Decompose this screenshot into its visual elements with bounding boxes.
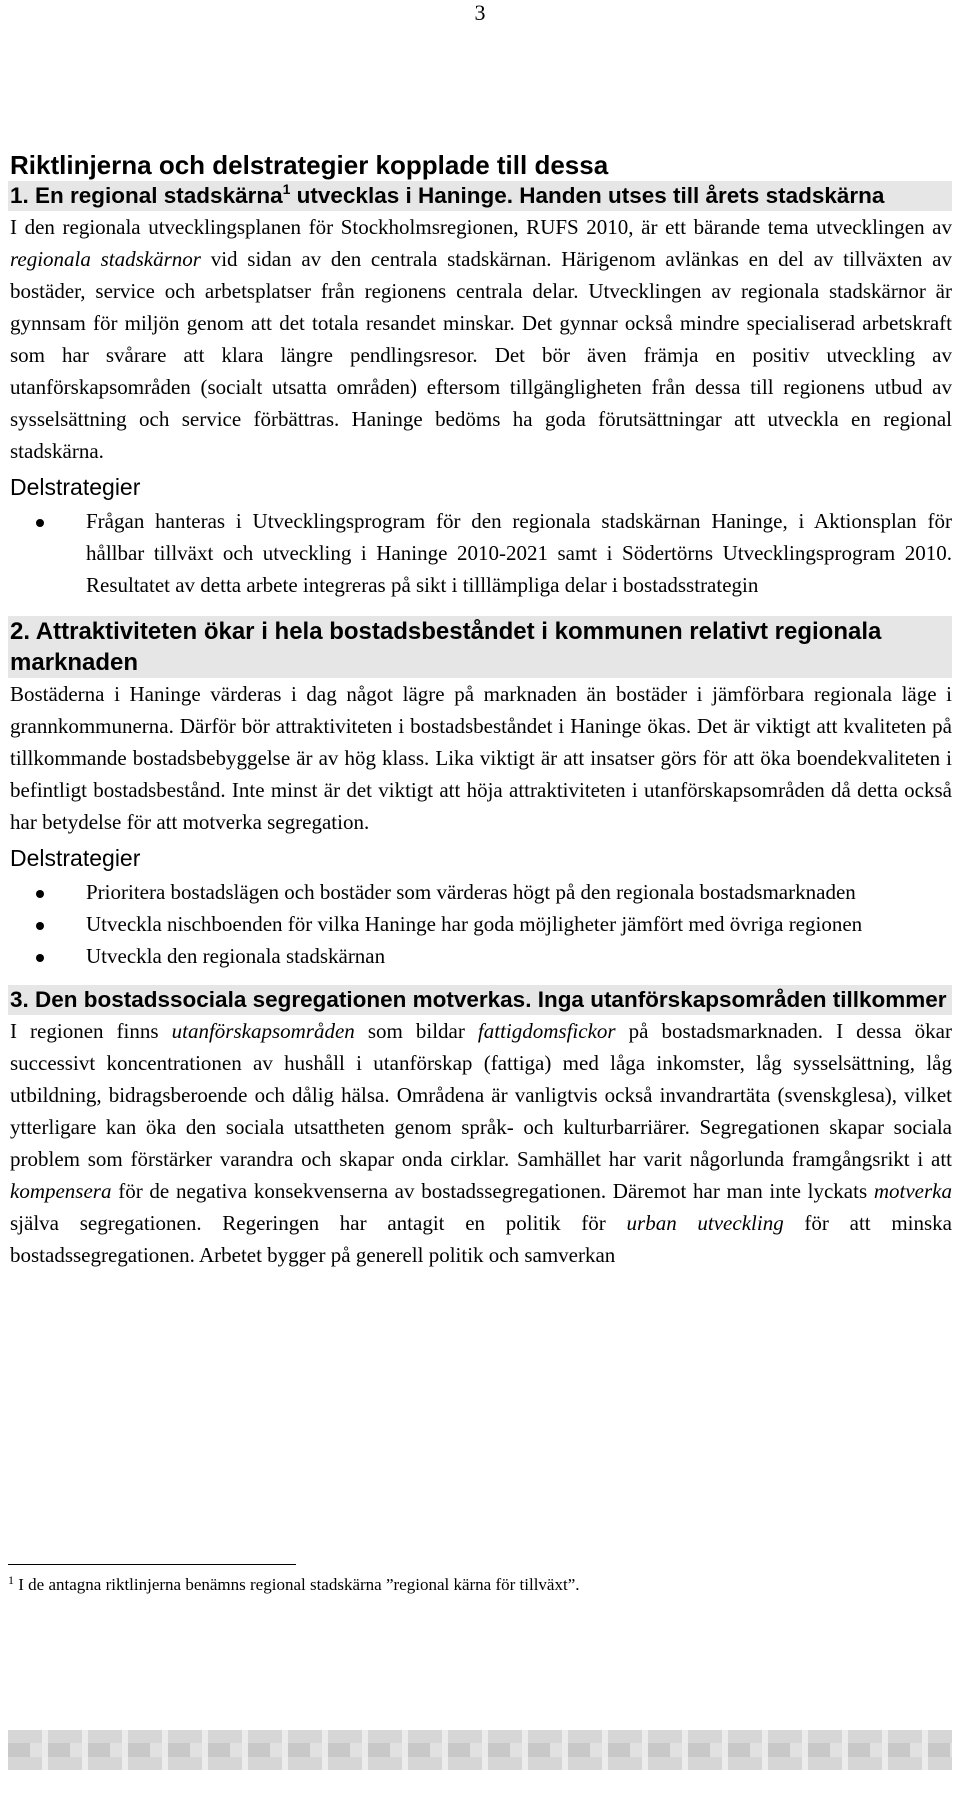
text-run: själva segregationen. Regeringen har antagit en politik för bbox=[10, 1211, 627, 1235]
footnote bbox=[8, 1574, 952, 1596]
document-title: Riktlinjerna och delstrategier kopplade till dessa bbox=[10, 150, 609, 180]
bullet-icon bbox=[36, 519, 44, 527]
section-3-paragraph bbox=[8, 1015, 952, 1271]
text-run: I regionen finns bbox=[10, 1019, 172, 1043]
list-item-text: Frågan hanteras i Utvecklingsprogram för den regionala stadskärnan Haninge, i Aktionsplan för hållbar tillväxt och utveckling i Haninge 2010-2021 samt i Södertörns Utvecklingsprogram 2010. Resultatet av detta arbete integreras på sikt i tilllämpliga delar i bostadsstrategin bbox=[86, 509, 952, 597]
section-2-heading: 2. Attraktiviteten ökar i hela bostadsbeståndet i kommunen relativt regionala marknaden bbox=[8, 616, 952, 678]
section-2-paragraph: Bostäderna i Haninge värderas i dag något lägre på marknaden än bostäder i jämförbara regionala läge i grannkommunerna. Därför bör attraktiviteten i bostadsbeståndet i Haninge ökas. Det är viktigt att kvaliteten på tillkommande bostadsbebyggelse är av hög klass. Lika viktigt är att insatser görs för att öka boendekvaliteten i befintligt bostadsbestånd. Inte minst är det viktigt att höja attraktiviteten i utanförskapsområden då detta också har betydelse för att motverka segregation. bbox=[10, 682, 952, 834]
list-item-text: Prioritera bostadslägen och bostäder som värderas högt på den regionala bostadsmarknaden bbox=[86, 880, 856, 904]
bullet-icon bbox=[36, 954, 44, 962]
section-1-heading-text-cont: utvecklas i Haninge. Handen utses till årets stadskärna bbox=[290, 183, 885, 208]
emphasis-term: fattigdomsfickor bbox=[477, 1019, 616, 1043]
bullet-icon bbox=[36, 922, 44, 930]
footnote-ref: 1 bbox=[282, 181, 291, 197]
list-item-text: Utveckla nischboenden för vilka Haninge har goda möjligheter jämfört med övriga regionen bbox=[86, 912, 863, 936]
text-run: på bostadsmarknaden. I dessa ökar successivt koncentrationen av hushåll i utanförskap (fattiga) med låga inkomster, låg sysselsättning, låg utbildning, bidragsberoende och dålig hälsa. Områdena är vanligtvis också invandrartäta (svenskglesa), vilket ytterligare kan öka den sociala utsattheten genom språk- och kulturbarriärer. Segregationen skapar sociala problem som förstärker varandra och skapar onda cirklar. Samhället har varit någorlunda framgångsrikt i att bbox=[10, 1019, 952, 1171]
section-3-heading: 3. Den bostadssociala segregationen motverkas. Inga utanförskapsområden tillkommer bbox=[8, 985, 952, 1015]
emphasis-term: regionala stadskärnor bbox=[10, 247, 201, 271]
text-run: vid sidan av den centrala stadskärnan. Härigenom avlänkas en del av tillväxten av bostäder, service och arbetsplatser från regionens centrala delar. Utvecklingen av regionala stadskärnor är gynnsam för miljön genom att det totala resandet minskar. Det gynnar också mindre specialiserad arbetskraft som har svårare att klara längre pendlingsresor. Det bör även främja en positiv utveckling av utanförskapsområden (socialt utsatta områden) eftersom tillgängligheten från dessa till regionens utbud av sysselsättning och service förbättras. Haninge bedöms ha goda förutsättningar att utveckla en regional stadskärna. bbox=[10, 247, 952, 463]
section-2-subheading: Delstrategier bbox=[10, 845, 141, 871]
list-item bbox=[8, 940, 952, 972]
emphasis-term: urban utveckling bbox=[626, 1211, 784, 1235]
emphasis-term: motverka bbox=[873, 1179, 952, 1203]
list-item bbox=[8, 876, 952, 908]
document-body bbox=[8, 149, 952, 1271]
emphasis-term: utanförskapsområden bbox=[171, 1019, 355, 1043]
footnote-marker: 1 bbox=[8, 1573, 14, 1587]
footer-decorative-band bbox=[8, 1730, 952, 1770]
section-1-heading bbox=[8, 181, 952, 211]
page-number: 3 bbox=[474, 0, 486, 25]
list-item bbox=[8, 908, 952, 940]
footnote-text: I de antagna riktlinjerna benämns regional stadskärna ”regional kärna för tillväxt”. bbox=[14, 1575, 580, 1594]
emphasis-term: kompensera bbox=[10, 1179, 112, 1203]
text-run: för de negativa konsekvenserna av bostadssegregationen. Däremot har man inte lyckats bbox=[111, 1179, 874, 1203]
section-1-bullets bbox=[8, 505, 952, 601]
list-item-text: Utveckla den regionala stadskärnan bbox=[86, 944, 386, 968]
footnote-divider bbox=[8, 1564, 296, 1565]
section-2-bullets bbox=[8, 876, 952, 972]
section-1-heading-text: 1. En regional stadskärna bbox=[10, 183, 283, 208]
text-run: I den regionala utvecklingsplanen för Stockholmsregionen, RUFS 2010, är ett bärande tema utvecklingen av bbox=[10, 215, 952, 239]
text-run: för att minska bostadssegregationen. Arbetet bygger på generell politik och samverkan bbox=[10, 1211, 952, 1267]
list-item bbox=[8, 505, 952, 601]
section-1-paragraph bbox=[8, 211, 952, 467]
bullet-icon bbox=[36, 890, 44, 898]
text-run: som bildar bbox=[354, 1019, 478, 1043]
section-1-subheading: Delstrategier bbox=[10, 474, 141, 500]
